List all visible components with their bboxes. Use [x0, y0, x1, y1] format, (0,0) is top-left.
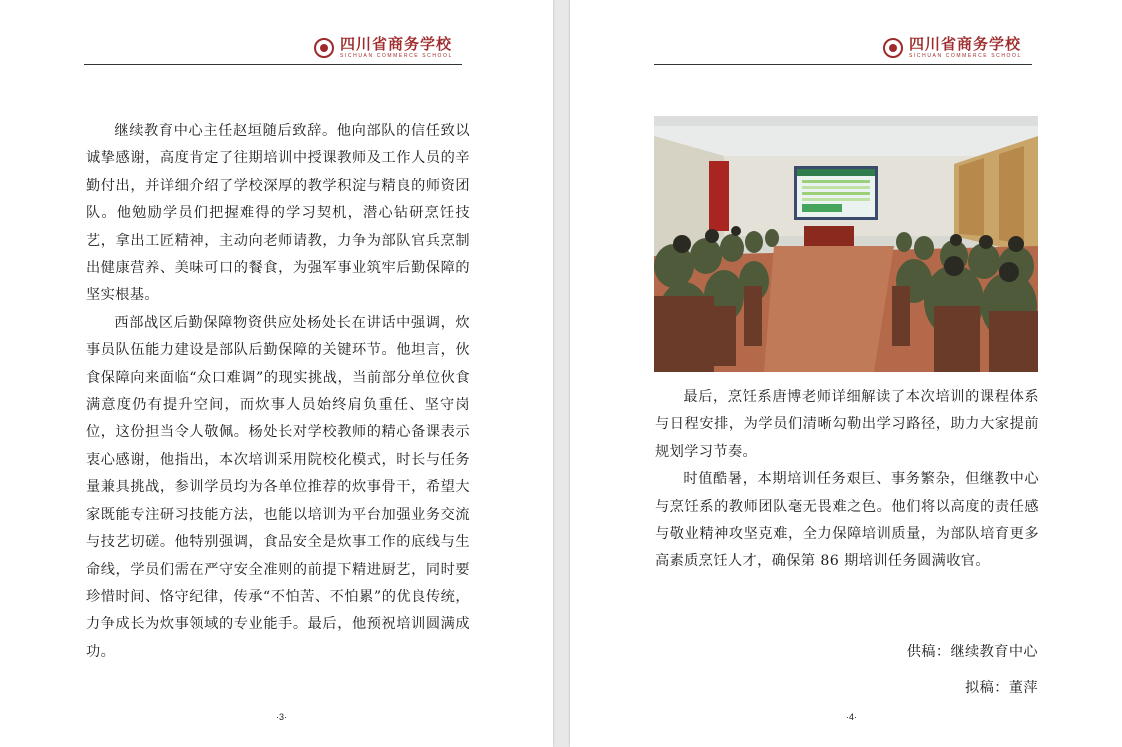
paragraph: 继续教育中心主任赵垣随后致辞。他向部队的信任致以诚挚感谢，高度肯定了往期培训中授课教师及工作人员的辛勤付出，并详细介绍了学校深厚的教学积淀与精良的师资团队。他勉励学员们把握难得的学习契机，潜心钻研烹饪技艺，拿出工匠精神，主动向老师请教，力争为部队官兵烹制出健康营养、美味可口的餐食，为强军事业筑牢后勤保障的坚实根基。 — [86, 123, 470, 304]
paragraph: 最后，烹饪系唐博老师详细解读了本次培训的课程体系与日程安排，为学员们清晰勾勒出学习路径，助力大家提前规划学习节奏。 — [655, 389, 1039, 460]
school-name-en: SICHUAN COMMERCE SCHOOL — [909, 53, 1022, 59]
contributor-line: 供稿：继续教育中心 — [906, 644, 1038, 660]
classroom-photo — [654, 116, 1038, 372]
school-header — [314, 36, 453, 60]
document-page-4 — [570, 0, 1122, 747]
page-number: ·3· — [276, 712, 287, 722]
school-header — [883, 36, 1022, 60]
page-number: ·4· — [846, 712, 857, 722]
body-text — [655, 384, 1039, 576]
drafter-line: 拟稿：董萍 — [965, 680, 1038, 696]
paragraph: 西部战区后勤保障物资供应处杨处长在讲话中强调，炊事员队伍能力建设是部队后勤保障的关键环节。他坦言，伙食保障向来面临“众口难调”的现实挑战，当前部分单位伙食满意度仍有提升空间，而炊事人员始终肩负重任、坚守岗位，这份担当令人敬佩。杨处长对学校教师的精心备课表示衷心感谢，他指出，本次培训采用院校化模式，时长与任务量兼具挑战，参训学员均为各单位推荐的炊事骨干，希望大家既能专注研习技能方法，也能以培训为平台加强业务交流与技艺切磋。他特别强调，食品安全是炊事工作的底线与生命线，学员们需在严守安全准则的前提下精进厨艺，同时要珍惜时间、恪守纪律，传承“不怕苦、不怕累”的优良传统，力争成长为炊事领域的专业能手。最后，他预祝培训圆满成功。 — [86, 314, 470, 660]
school-seal-icon — [314, 38, 334, 58]
school-name-en: SICHUAN COMMERCE SCHOOL — [340, 53, 453, 59]
body-text — [86, 118, 470, 666]
school-name-cn: 四川省商务学校 — [340, 35, 453, 53]
school-seal-icon — [883, 38, 903, 58]
school-name-cn: 四川省商务学校 — [909, 35, 1022, 53]
header-rule — [84, 64, 462, 65]
paragraph: 时值酷暑，本期培训任务艰巨、事务繁杂，但继教中心与烹饪系的教师团队毫无畏难之色。他们将以高度的责任感与敬业精神攻坚克难，全力保障培训质量，为部队培育更多高素质烹饪人才，确保第 86 期培训任务圆满收官。 — [655, 471, 1039, 570]
document-page-3 — [0, 0, 553, 747]
header-rule — [654, 64, 1032, 65]
